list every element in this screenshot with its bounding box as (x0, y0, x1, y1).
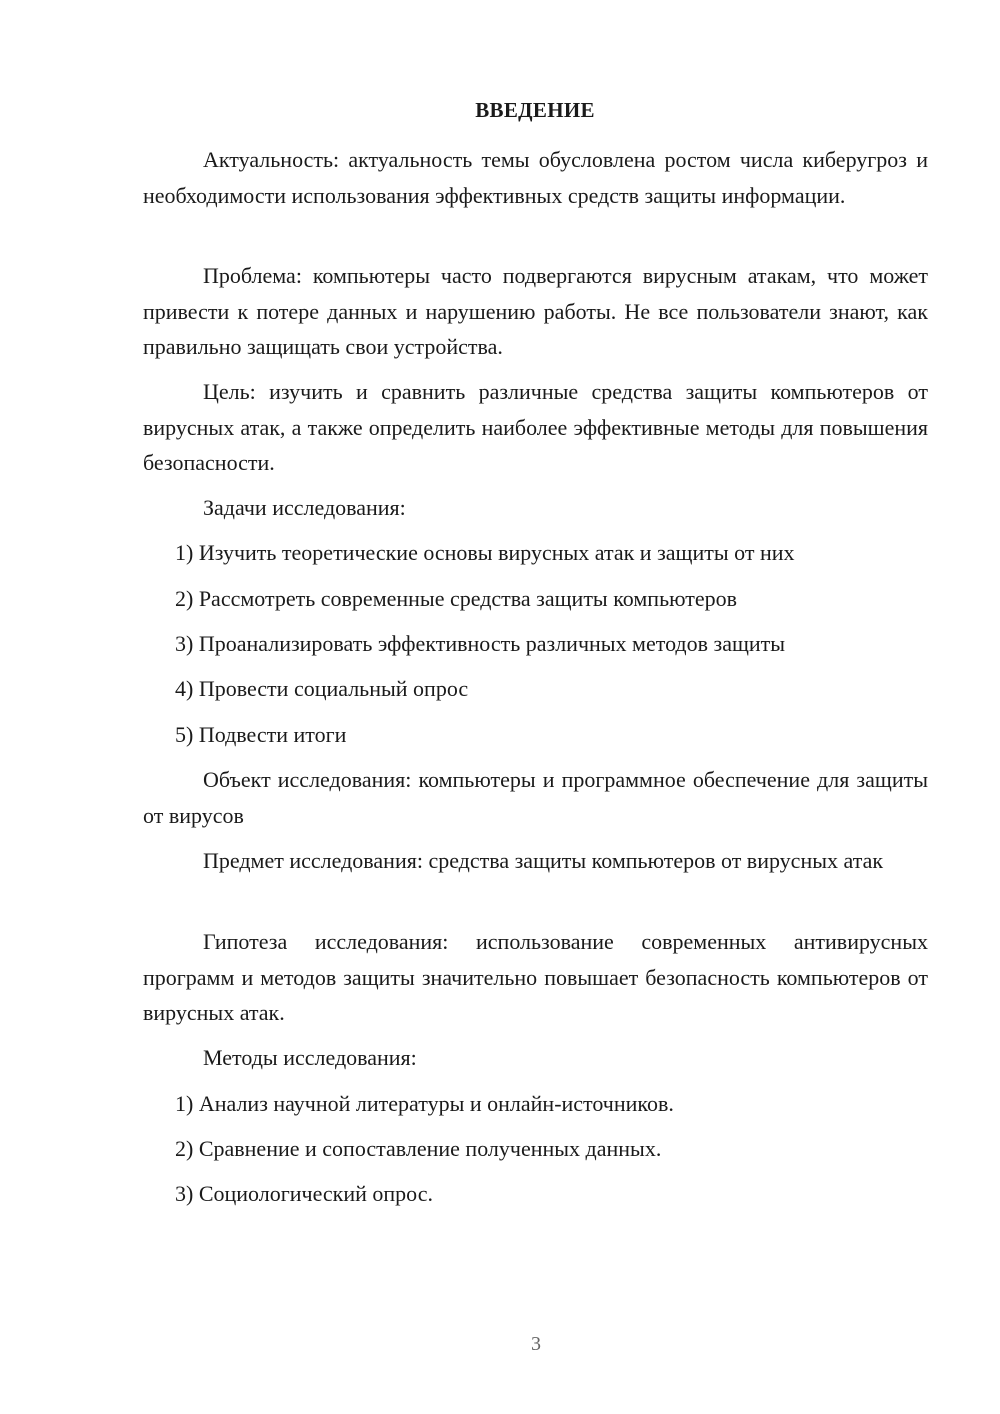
methods-heading: Методы исследования: (203, 1045, 417, 1070)
method-item-2: 2) Сравнение и сопоставление полученных данных. (175, 1136, 662, 1161)
paragraph-problem: Проблема: компьютеры часто подвергаются вирусным атакам, что может привести к потере данных и нарушению работы. Не все пользователи знают, как правильно защищать свои устройства. (143, 263, 928, 359)
tasks-heading: Задачи исследования: (203, 495, 406, 520)
paragraph-subject: Предмет исследования: средства защиты компьютеров от вирусных атак (203, 848, 884, 873)
page-number: 3 (531, 1333, 541, 1355)
page-title: ВВЕДЕНИЕ (475, 98, 595, 122)
task-item-1: 1) Изучить теоретические основы вирусных атак и защиты от них (175, 540, 795, 565)
task-item-3: 3) Проанализировать эффективность различных методов защиты (175, 631, 786, 656)
method-item-1: 1) Анализ научной литературы и онлайн-источников. (175, 1091, 674, 1116)
paragraph-goal: Цель: изучить и сравнить различные средства защиты компьютеров от вирусных атак, а также определить наиболее эффективные методы для повышения безопасности. (143, 379, 928, 475)
paragraph-object: Объект исследования: компьютеры и программное обеспечение для защиты от вирусов (143, 767, 928, 828)
paragraph-relevance: Актуальность: актуальность темы обусловлена ростом числа киберугроз и необходимости использования эффективных средств защиты информации. (143, 147, 928, 208)
method-item-3: 3) Социологический опрос. (175, 1181, 433, 1206)
paragraph-hypothesis: Гипотеза исследования: использование современных антивирусных программ и методов защиты значительно повышает безопасность компьютеров от вирусных атак. (143, 929, 928, 1025)
task-item-5: 5) Подвести итоги (175, 722, 347, 747)
task-item-4: 4) Провести социальный опрос (175, 676, 469, 701)
task-item-2: 2) Рассмотреть современные средства защиты компьютеров (175, 586, 738, 611)
